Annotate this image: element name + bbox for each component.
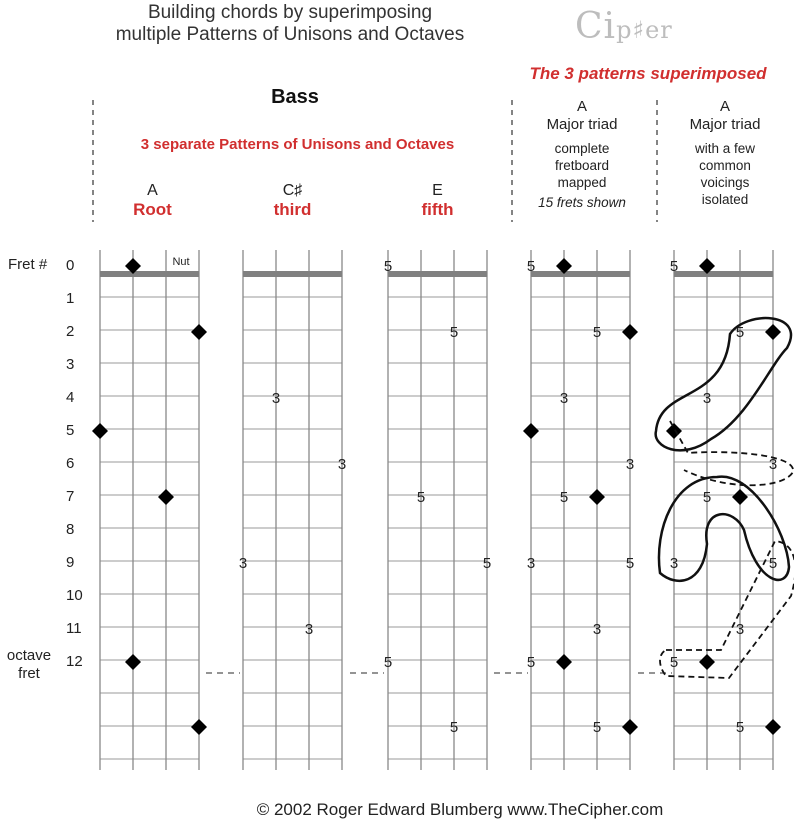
fifth-mark: 5 [383,258,393,275]
root-mark [191,719,207,735]
fret-number: 5 [66,422,75,439]
fifth-mark: 5 [735,719,745,736]
fret-number: 4 [66,389,75,406]
third-mark: 3 [526,555,536,572]
cipher-logo: Cip♯er [575,6,673,47]
root-mark [666,423,682,439]
root-mark [765,719,781,735]
fret-header: Fret # [8,256,48,273]
voicings-desc-3: voicings [700,175,750,190]
title-line-1: Building chords by superimposing [147,2,433,23]
fret-number: 1 [66,290,75,307]
fifth-mark: 5 [625,555,635,572]
root-mark [589,489,605,505]
fifth-mark: 5 [669,258,679,275]
root-mark [699,654,715,670]
full-map-note: A [576,98,587,115]
fifth-mark: 5 [669,654,679,671]
fret-number: 6 [66,455,75,472]
title-line-2: multiple Patterns of Unisons and Octaves [115,24,465,45]
third-mark: 3 [304,621,314,638]
full-map-desc-1: complete [554,141,610,156]
full-map-frets-shown: 15 frets shown [538,195,626,210]
full-map-chord: Major triad [546,116,618,133]
superimposed-title: The 3 patterns superimposed [529,64,767,83]
voicing-outline-dashed [670,421,793,485]
octave-label-1: octave [6,647,52,664]
root-mark [523,423,539,439]
full-map-desc-2: fretboard [554,158,610,173]
root-mark [191,324,207,340]
fret-number: 8 [66,521,75,538]
fret-number: 7 [66,488,75,505]
third-mark: 3 [735,621,745,638]
nut-label: Nut [172,256,190,268]
fifth-mark: 5 [526,654,536,671]
fret-number: 0 [66,257,75,274]
fifth-mark: 5 [482,555,492,572]
root-mark [125,654,141,670]
root-mark [732,489,748,505]
third-mark: 3 [559,390,569,407]
root-note: A [147,182,158,199]
voicings-note: A [719,98,730,115]
root-mark [556,654,572,670]
third-mark: 3 [768,456,778,473]
fifth-mark: 5 [735,324,745,341]
third-mark: 3 [238,555,248,572]
root-mark [765,324,781,340]
fifth-mark: 5 [449,719,459,736]
octave-label-2: fret [18,665,40,682]
voicings-desc-4: isolated [701,192,749,207]
root-mark [92,423,108,439]
fret-number: 12 [66,653,83,670]
voic-nut [674,271,773,277]
fifth-mark: 5 [592,719,602,736]
fret-number: 9 [66,554,75,571]
root-mark [622,324,638,340]
separate-patterns-label: 3 separate Patterns of Unisons and Octaves [140,136,455,153]
root-mark [158,489,174,505]
fifth-mark: 5 [702,489,712,506]
fifth-mark: 5 [383,654,393,671]
fifth-role: fifth [421,200,454,219]
fret-number: 2 [66,323,75,340]
fret-number: 10 [66,587,83,604]
bass-label: Bass [271,86,319,108]
fifth-note: E [432,182,443,199]
third-nut [243,271,342,277]
fifth-mark: 5 [559,489,569,506]
voicings-desc-2: common [699,158,751,173]
fifth-mark: 5 [768,555,778,572]
fifth-mark: 5 [526,258,536,275]
third-mark: 3 [592,621,602,638]
fret-number: 3 [66,356,75,373]
fifth-nut [388,271,487,277]
fret-number: 11 [66,620,82,637]
root-role: Root [133,200,172,219]
full-nut [531,271,630,277]
third-mark: 3 [271,390,281,407]
fifth-mark: 5 [416,489,426,506]
voicings-desc-1: with a few [694,141,756,156]
third-mark: 3 [337,456,347,473]
third-mark: 3 [702,390,712,407]
third-mark: 3 [625,456,635,473]
third-role: third [273,200,312,219]
root-mark [622,719,638,735]
copyright-footer: © 2002 Roger Edward Blumberg www.TheCipher.com [256,800,664,819]
full-map-desc-3: mapped [557,175,607,190]
root-nut [100,271,199,277]
third-mark: 3 [669,555,679,572]
voicings-chord: Major triad [689,116,761,133]
third-note: C♯ [282,182,303,199]
fifth-mark: 5 [592,324,602,341]
fifth-mark: 5 [449,324,459,341]
